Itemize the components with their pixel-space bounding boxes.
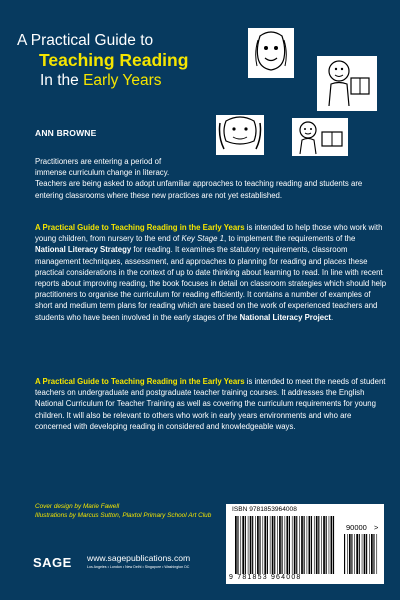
p1-text-1: is intended to help those who work with young children, from nursery to the end of (35, 223, 383, 244)
publisher-url: www.sagepublications.com (87, 553, 191, 563)
barcode-bar (354, 534, 355, 574)
barcode-bar (323, 516, 325, 574)
barcode-bars (226, 504, 384, 584)
p1-nls: National Literacy Strategy (35, 245, 132, 255)
barcode-bar (257, 516, 259, 574)
barcode-bar (263, 516, 264, 574)
child-drawing-child-book (292, 118, 348, 156)
barcode-bar (296, 516, 297, 574)
barcode-bar (362, 534, 363, 574)
intro-line-2: immense curriculum change in literacy. (35, 168, 170, 178)
barcode-bar (307, 516, 308, 574)
title-line-3 (40, 71, 188, 91)
illustrations-credit: Illustrations by Marcus Sutton, Plaxtol Primary School Art Club (35, 512, 212, 519)
barcode-bar (277, 516, 278, 574)
barcode-bar (369, 534, 370, 574)
barcode-bar (274, 516, 275, 574)
child-drawing-reader (317, 56, 377, 111)
book-title (17, 32, 188, 91)
barcode-bar (255, 516, 256, 574)
barcode-bar (264, 516, 266, 574)
barcode-bar (248, 516, 249, 574)
barcode-bar (347, 534, 348, 574)
barcode-bar (331, 516, 333, 574)
p1-nlp: National Literacy Project (239, 312, 332, 322)
barcode-bar (299, 516, 300, 574)
p2-book-title: A Practical Guide to Teaching Reading in the Early Years (35, 377, 245, 386)
barcode-bar (259, 516, 260, 574)
barcode-bar (245, 516, 246, 574)
barcode-bar (318, 516, 319, 574)
barcode-bar (250, 516, 252, 574)
barcode-bar (326, 516, 327, 574)
price-gt: > (374, 523, 379, 532)
barcode-bar (364, 534, 366, 574)
barcode-bar (267, 516, 268, 574)
barcode-bar (289, 516, 290, 574)
barcode-bar (376, 534, 377, 574)
publisher-cities: Los Angeles • London • New Delhi • Singapore • Washington DC (87, 565, 190, 569)
barcode-bar (344, 534, 345, 574)
intro-line-1: Practitioners are entering a period of (35, 157, 162, 166)
description-paragraph-1 (35, 222, 387, 323)
barcode-bar (356, 534, 358, 574)
barcode-bar (270, 516, 271, 574)
barcode-bar (286, 516, 288, 574)
barcode-bar (294, 516, 296, 574)
barcode-bar (304, 516, 305, 574)
title-line-1: A Practical Guide to (17, 32, 154, 49)
isbn-label: ISBN 9781853964008 (232, 506, 297, 513)
barcode-bar (282, 516, 283, 574)
intro-line-3: Teachers are being asked to adopt unfamiliar approaches to teaching reading and students are entering classrooms where these new practices are not yet established. (35, 179, 363, 200)
barcode-bar (292, 516, 293, 574)
p1-key-stage: Key Stage 1 (181, 234, 224, 244)
barcode-bar (333, 516, 334, 574)
barcode-bar (252, 516, 253, 574)
sage-logo: SAGE (33, 555, 72, 570)
barcode-bar (314, 516, 315, 574)
credits (35, 502, 211, 520)
barcode-bar (349, 534, 351, 574)
barcode-bar (285, 516, 286, 574)
barcode-panel (226, 504, 384, 584)
barcode-bar (242, 516, 244, 574)
barcode-bar (371, 534, 373, 574)
intro-paragraph (35, 156, 387, 201)
child-drawing-figure (216, 115, 264, 155)
barcode-bar (301, 516, 303, 574)
barcode-bar (235, 516, 237, 574)
barcode-bar (316, 516, 318, 574)
title-line-2: Teaching Reading (39, 50, 189, 70)
barcode-bar (237, 516, 238, 574)
barcode-digits: 9 781853 964008 (229, 574, 302, 581)
barcode-bar (359, 534, 360, 574)
barcode-bar (272, 516, 274, 574)
description-paragraph-2 (35, 376, 387, 432)
p1-text-2: , to implement the requirements of the (223, 234, 356, 244)
child-drawing-face (248, 28, 294, 78)
barcode-bar (321, 516, 322, 574)
barcode-bar (351, 534, 352, 574)
barcode-bar (240, 516, 241, 574)
price-code: 90000 (346, 523, 367, 532)
barcode-bar (366, 534, 367, 574)
title-line-3-highlight: Early Years (83, 72, 162, 89)
title-line-3-prefix: In the (40, 72, 84, 89)
p1-text-3: for reading. It examines the statutory requirements, classroom management techniques, assessment, and approaches to planning for reading and places these practical considerations in the context of up to date thinking about learning to read. In line with recent reports about improving reading, the book focuses in detail on classroom strategies which should help practitioners to organise the curriculum for reading efficiently. It contains a number of examples of short and medium term plans for reading which are based on the work of experienced teachers and students who have been involved in the early stages of the (35, 245, 387, 322)
barcode-bar (311, 516, 312, 574)
author-name: ANN BROWNE (35, 128, 97, 138)
barcode-bar (373, 534, 374, 574)
barcode-bar (309, 516, 311, 574)
p1-book-title: A Practical Guide to Teaching Reading in the Early Years (35, 223, 245, 232)
barcode-bar (279, 516, 281, 574)
barcode-bar (329, 516, 330, 574)
cover-credit: Cover design by Marie Fawell (35, 503, 120, 510)
p1-text-4: . (331, 312, 334, 322)
p2-text-1: is intended to meet the needs of student teachers on undergraduate and postgraduate teacher training courses. It addresses the English National Curriculum for Teacher Training as well as covering the curriculum requirements for young children. It will also be relevant to others who work in early years environments and who are concerned with developing reading in considered and knowledgeable ways. (35, 377, 386, 431)
